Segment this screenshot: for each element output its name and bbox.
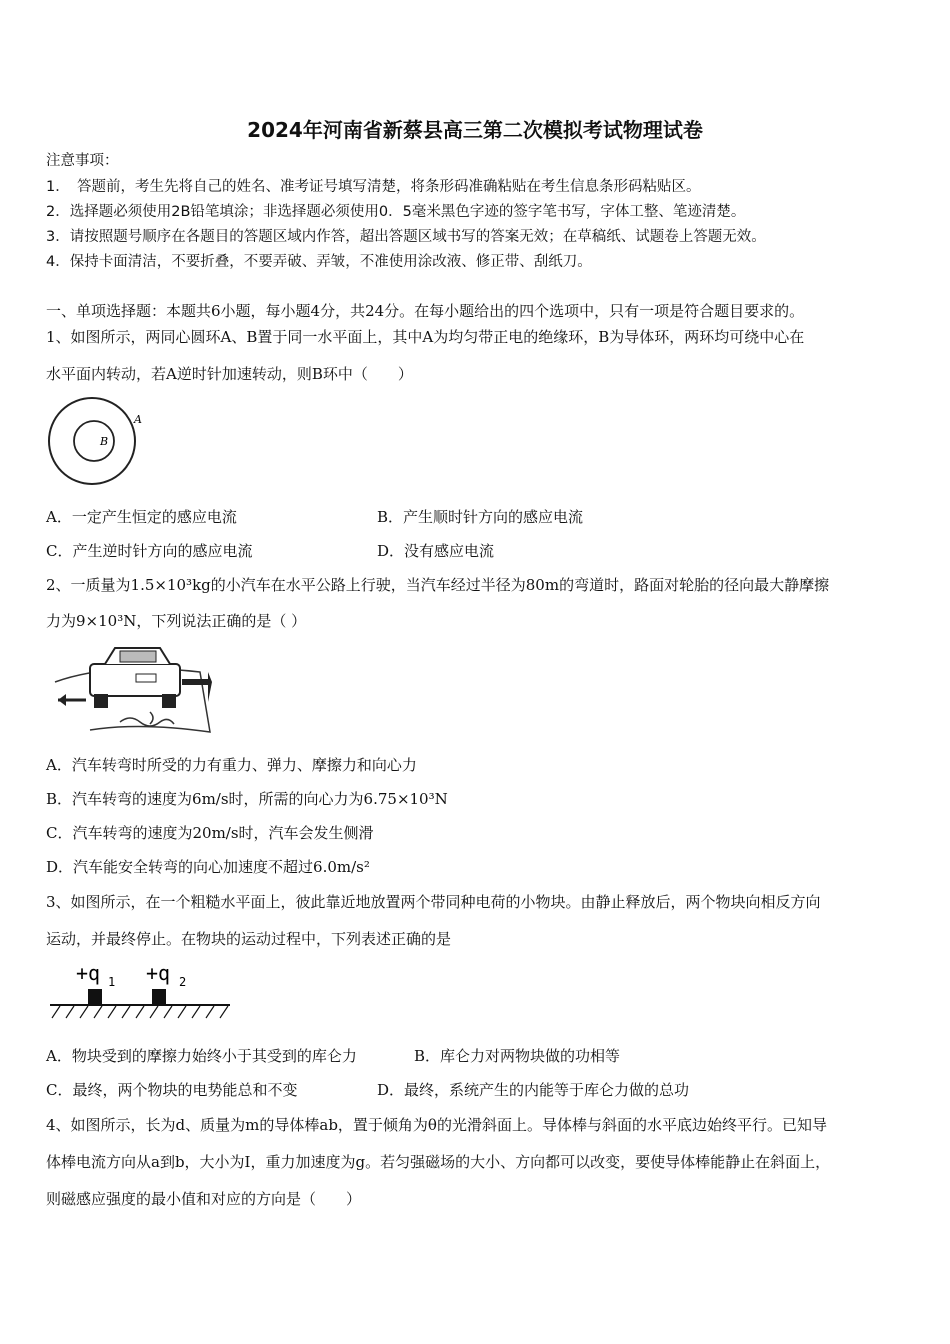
q2-car-turning-figure (50, 642, 215, 737)
q3-stem-line1: 3、如图所示，在一个粗糙水平面上，彼此靠近地放置两个带同种电荷的小物块。由静止释放后，两个物块向相反方向 (46, 893, 821, 911)
q3-option-b: B．库仑力对两物块做的功相等 (414, 1047, 621, 1065)
q4-stem-line3: 则磁感应强度的最小值和对应的方向是（ ） (46, 1190, 362, 1208)
charge-q2-label: +q (146, 961, 171, 985)
q3-stem-line2: 运动，并最终停止。在物块的运动过程中，下列表述正确的是 (46, 930, 452, 948)
page-title: 2024年河南省新蔡县高三第二次模拟考试物理试卷 (247, 118, 703, 142)
block-q2 (152, 989, 166, 1004)
q3-option-a: A．物块受到的摩擦力始终小于其受到的库仑力 (46, 1047, 357, 1065)
notice-heading: 注意事项： (46, 153, 119, 169)
car-wheel (94, 694, 108, 708)
ring-a (49, 398, 135, 484)
notice-item: 3．请按照题号顺序在各题目的答题区域内作答，超出答题区域书写的答案无效；在草稿纸、试题卷上答题无效。 (46, 229, 766, 245)
q1-concentric-rings-figure (46, 395, 146, 487)
section-heading: 一、单项选择题：本题共6小题，每小题4分，共24分。在每小题给出的四个选项中，只有一项是符合题目要求的。 (46, 302, 805, 320)
q2-option-b: B．汽车转弯的速度为6m/s时，所需的向心力为6.75×10³N (46, 790, 448, 808)
q2-stem-line2: 力为9×10³N，下列说法正确的是（ ） (46, 612, 307, 630)
q1-option-b: B．产生顺时针方向的感应电流 (377, 508, 584, 526)
q2-option-c: C．汽车转弯的速度为20m/s时，汽车会发生侧滑 (46, 824, 374, 842)
q3-charged-blocks-figure (50, 958, 235, 1024)
surface-hatching (52, 1006, 228, 1018)
notice-item: 4．保持卡面清洁，不要折叠，不要弄破、弄皱，不准使用涂改液、修正带、刮纸刀。 (46, 254, 592, 270)
q1-stem-line1: 1、如图所示，两同心圆环A、B置于同一水平面上，其中A为均匀带正电的绝缘环，B为导体环，两环均可绕中心在 (46, 328, 805, 346)
q3-option-d: D．最终，系统产生的内能等于库仑力做的总功 (377, 1081, 690, 1099)
q1-option-a: A．一定产生恒定的感应电流 (46, 508, 237, 526)
q4-stem-line2: 体棒电流方向从a到b，大小为I，重力加速度为g。若匀强磁场的大小、方向都可以改变，要使导体棒能静止在斜面上， (46, 1153, 831, 1171)
notice-item: 1． 答题前，考生先将自己的姓名、准考证号填写清楚，将条形码准确粘贴在考生信息条形码粘贴区。 (46, 179, 701, 195)
q2-option-a: A．汽车转弯时所受的力有重力、弹力、摩擦力和向心力 (46, 756, 417, 774)
notice-item: 2．选择题必须使用2B铅笔填涂；非选择题必须使用0．5毫米黑色字迹的签字笔书写，字体工整、笔迹清楚。 (46, 204, 746, 220)
car-wheel (162, 694, 176, 708)
charge-q2-subscript: 2 (179, 975, 187, 989)
q1-option-d: D．没有感应电流 (377, 542, 495, 560)
car-body (90, 664, 180, 696)
charge-q1-subscript: 1 (108, 975, 116, 989)
q2-stem-line1: 2、一质量为1.5×10³kg的小汽车在水平公路上行驶，当汽车经过半径为80m的弯道时，路面对轮胎的径向最大静摩擦 (46, 576, 830, 594)
block-q1 (88, 989, 102, 1004)
ring-a-label: A (134, 413, 142, 426)
q1-stem-line2: 水平面内转动，若A逆时针加速转动，则B环中（ ） (46, 365, 413, 383)
ring-b-label: B (100, 435, 109, 448)
charge-q1-label: +q (76, 961, 101, 985)
q1-option-c: C．产生逆时针方向的感应电流 (46, 542, 253, 560)
q2-option-d: D．汽车能安全转弯的向心加速度不超过6.0m/s² (46, 858, 370, 876)
q3-option-c: C．最终，两个物块的电势能总和不变 (46, 1081, 298, 1099)
q4-stem-line1: 4、如图所示，长为d、质量为m的导体棒ab，置于倾角为θ的光滑斜面上。导体棒与斜面的水平底边始终平行。已知导 (46, 1116, 827, 1134)
